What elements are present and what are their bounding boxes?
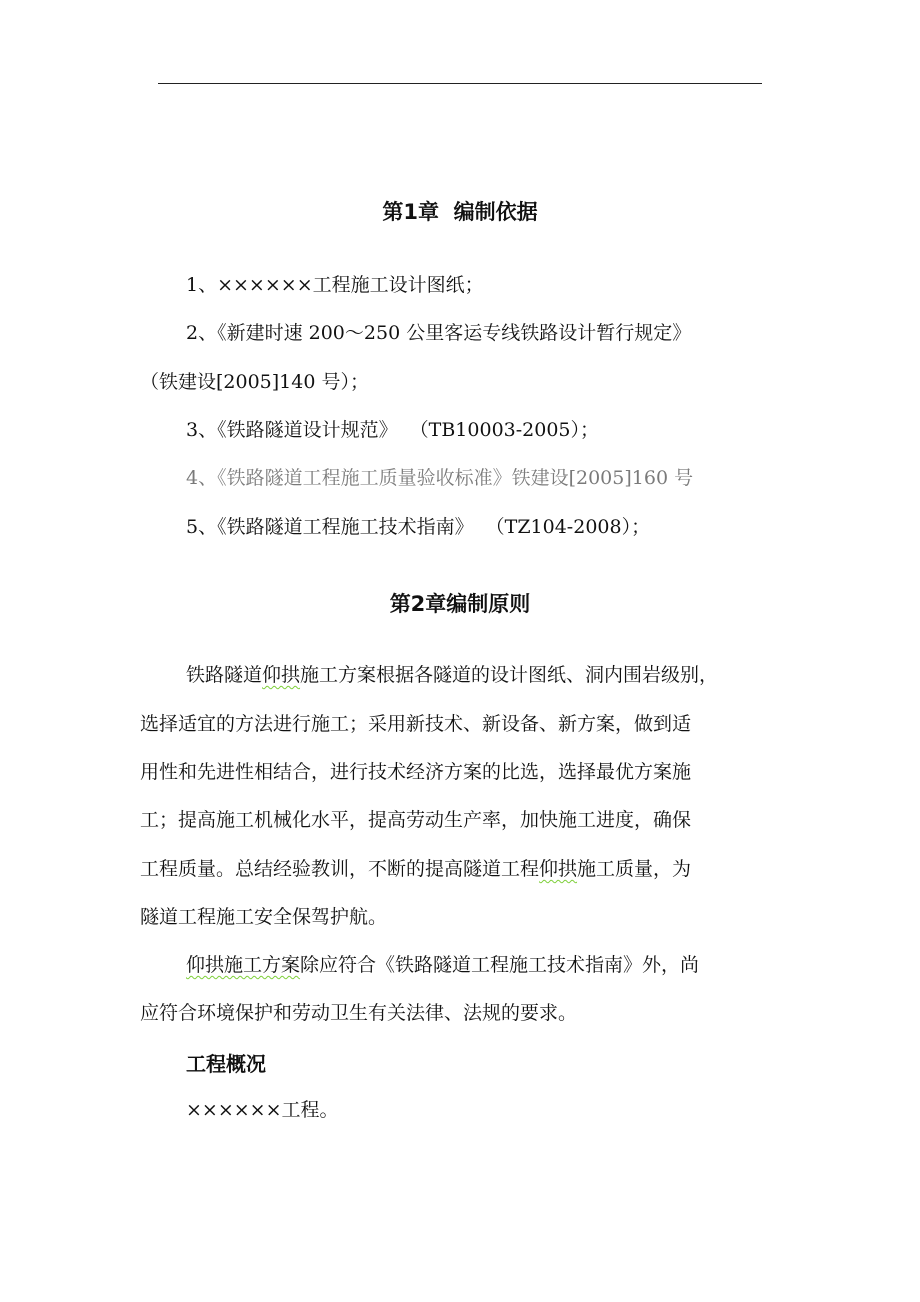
overview-title: 工程概况 bbox=[186, 1052, 266, 1076]
principle-line-2: 选择适宜的方法进行施工；采用新技术、新设备、新方案，做到适 bbox=[140, 713, 692, 735]
principle-p2-line-1-part-b: 除应符合《铁路隧道工程施工技术指南》外，尚 bbox=[300, 954, 700, 976]
chapter-2-title: 第2章编制原则 bbox=[389, 592, 531, 616]
spellcheck-underlined-term: 仰拱 bbox=[262, 664, 301, 686]
principle-line-1 bbox=[186, 661, 718, 689]
principle-line-6: 隧道工程施工安全保驾护航。 bbox=[140, 906, 388, 928]
principle-line-1-part-a: 铁路隧道 bbox=[186, 664, 263, 686]
basis-item-1: 1、××××××工程施工设计图纸； bbox=[186, 274, 484, 296]
principle-line-5-part-a: 工程质量。总结经验教训，不断的提高隧道工程 bbox=[140, 858, 540, 880]
spellcheck-underlined-term: 仰拱施工方案 bbox=[186, 954, 301, 976]
principle-line-4: 工；提高施工机械化水平，提高劳动生产率，加快施工进度，确保 bbox=[140, 809, 692, 831]
overview-text: ××××××工程。 bbox=[186, 1099, 339, 1121]
principle-p2-line-1 bbox=[186, 951, 699, 979]
basis-item-3: 3、《铁路隧道设计规范》 （TB10003-2005）； bbox=[186, 419, 600, 441]
principle-line-5-part-b: 施工质量，为 bbox=[577, 858, 692, 880]
chapter-1-title: 第1章 编制依据 bbox=[382, 200, 538, 224]
basis-item-2-continued: （铁建设[2005]140 号）； bbox=[140, 371, 369, 393]
principle-line-5 bbox=[140, 855, 691, 883]
basis-item-4: 4、《铁路隧道工程施工质量验收标准》铁建设[2005]160 号 bbox=[186, 467, 694, 489]
principle-line-1-part-b: 施工方案根据各隧道的设计图纸、洞内围岩级别， bbox=[300, 664, 719, 686]
header-rule bbox=[158, 83, 762, 84]
principle-p2-line-2: 应符合环境保护和劳动卫生有关法律、法规的要求。 bbox=[140, 1002, 578, 1024]
basis-item-2: 2、《新建时速 200～250 公里客运专线铁路设计暂行规定》 bbox=[186, 322, 692, 344]
spellcheck-underlined-term: 仰拱 bbox=[539, 858, 578, 880]
principle-line-3: 用性和先进性相结合，进行技术经济方案的比选，选择最优方案施 bbox=[140, 761, 692, 783]
basis-item-5: 5、《铁路隧道工程施工技术指南》 （TZ104-2008）； bbox=[186, 516, 651, 538]
